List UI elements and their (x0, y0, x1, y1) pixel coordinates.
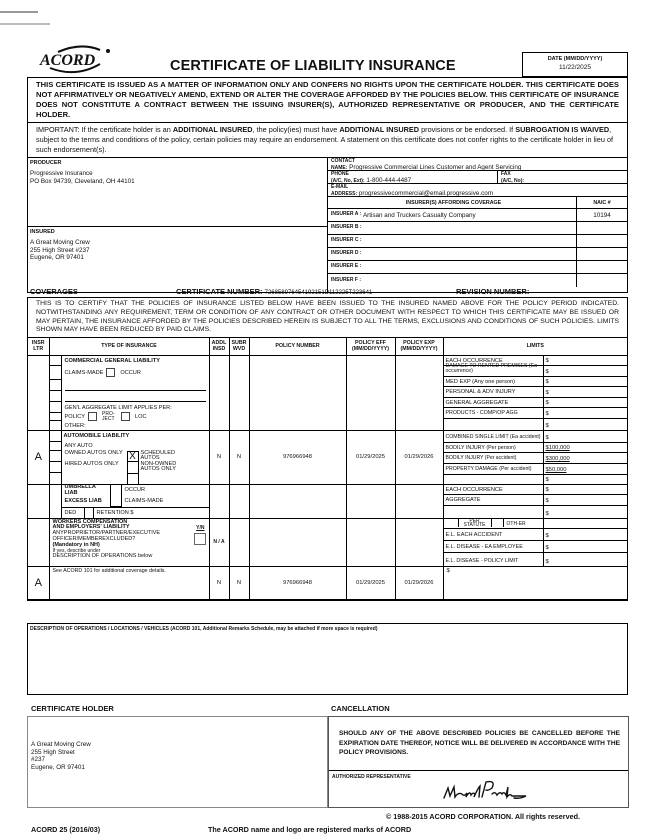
other-exp-date: 01/29/2026 (395, 566, 443, 599)
auto-addl: N (209, 430, 229, 484)
copyright-text: © 1988-2015 ACORD CORPORATION. All rights reserved. (386, 812, 580, 821)
insurer-name: Artisan and Truckers Casualty Company (362, 211, 476, 219)
occur-checkbox[interactable] (110, 485, 122, 496)
signature-image (440, 778, 530, 806)
certificate-holder-label: CERTIFICATE HOLDER (31, 704, 114, 713)
naic-header: NAIC # (593, 199, 611, 206)
oth-er-label: OTH-ER (506, 521, 526, 528)
revision-number-label: REVISION NUMBER: (456, 287, 530, 296)
phone-value: 1-800-444-4487 (366, 176, 412, 184)
workers-na: N / A (209, 518, 229, 566)
coverages-table-frame (27, 297, 628, 601)
cgl-type-cell: COMMERCIAL GENERAL LIABILITY CLAIMS-MADE OCCUR GEN'L AGGREGATE LIMIT APPLIES PER: POLICY PRO-JECT LOC OTHER: (49, 355, 209, 430)
contact-insurers-column (328, 158, 627, 292)
table-row-other (28, 566, 627, 599)
excluded-yn-checkbox[interactable] (194, 533, 206, 545)
important-text: IMPORTANT: If the certificate holder is an ADDITIONAL INSURED, the policy(ies) must have ADDITIONAL INSURED provisions or be endorsed. If SUBROGATION IS WAIVED, subject to the terms and conditions of the policy, certain policies may require an endorsement. A statement on this certificate does not confer rights to the certificate holder in lieu of such endorsement(s). (28, 123, 627, 158)
cancellation-label: CANCELLATION (331, 704, 390, 713)
insurer-row: INSURER F : (328, 274, 627, 287)
holder-line: Eugene, OR 97401 (31, 763, 85, 771)
insurer-row: INSURER E : (328, 261, 627, 274)
non-owned-autos-label: NON-OWNED AUTOS ONLY (140, 460, 177, 473)
excess-label: EXCESS LIAB (64, 498, 102, 505)
notice-text: THIS CERTIFICATE IS ISSUED AS A MATTER OF INFORMATION ONLY AND CONFERS NO RIGHTS UPON THE CERTIFICATE HOLDER. THIS CERTIFICATE DOES NOT AFFIRMATIVELY OR NEGATIVELY AMEND, EXTEND OR ALTER THE COVERAGE AFFORDED BY THE POLICIES BELOW. THIS CERTIFICATE OF INSURANCE DOES NOT CONSTITUTE A CONTRACT BETWEEN THE ISSUING INSURER(S), AUTHORIZED REPRESENTATIVE OR PRODUCER, AND THE CERTIFICATE HOLDER. (28, 78, 627, 123)
insurer-row: INSURER C : (328, 235, 627, 248)
authorized-rep-label: AUTHORIZED REPRESENTATIVE (332, 774, 411, 780)
project-checkbox[interactable] (88, 412, 97, 421)
producer-label: PRODUCER (30, 160, 62, 166)
cert-number-value: 726858976454192151D112225T223641 (264, 290, 373, 296)
any-auto-checkbox[interactable] (50, 441, 61, 451)
hired-autos-checkbox[interactable] (50, 462, 61, 473)
contact-name-field: CONTACT NAME: Progressive Commercial Lines Customer and Agent Servicing (328, 158, 627, 171)
insured-line: Eugene, OR 97401 (30, 254, 84, 261)
other-coverage-text: See ACORD 101 for additional coverage details. (49, 566, 209, 599)
holder-line: 255 High Street (31, 748, 75, 756)
phone-field: PHONE (A/C, No, Ext): 1-800-444-4487 (328, 171, 498, 183)
umbrella-label: UMBRELLA LIAB (64, 484, 96, 497)
date-label: DATE (MM/DD/YYYY) (547, 56, 603, 62)
cert-number-label: CERTIFICATE NUMBER: (176, 287, 263, 296)
fax-field: FAX (A/C, No): (501, 171, 525, 184)
umbrella-type-cell: UMBRELLA LIAB OCCUR EXCESS LIAB CLAIMS-MADE DED RETENTION $ (49, 484, 209, 518)
property-damage-value: $50,000 (545, 466, 567, 473)
any-auto-label: ANY AUTO (64, 442, 93, 449)
col-policy: POLICY NUMBER (249, 338, 346, 355)
col-eff: POLICY EFF (MM/DD/YYYY) (346, 338, 395, 355)
cgl-checkbox[interactable] (50, 356, 61, 366)
insurers-header: INSURER(S) AFFORDING COVERAGE (328, 197, 577, 208)
producer-line: Progressive Insurance (30, 170, 93, 177)
scan-line-top (0, 11, 38, 13)
auto-type-cell (49, 430, 209, 484)
cgl-title: COMMERCIAL GENERAL LIABILITY (64, 357, 161, 364)
col-limits: LIMITS (443, 338, 627, 355)
date-value: 11/22/2025 (558, 64, 592, 71)
phone-fax-row (328, 171, 627, 184)
hired-autos-label: HIRED AUTOS ONLY (64, 460, 119, 467)
cgl-limits: EACH OCCURRENCE $ DAMAGE TO RENTED PREMISES (Ea occurrence) $ MED EXP (Any one person) $ PERSONAL & ADV INJURY $ GENERAL AGGREGATE $ PRODUCTS - COMP/OP AGG $ $ (443, 355, 627, 430)
description-of-operations (27, 623, 628, 695)
claims-made-label: CLAIMS-MADE (64, 369, 104, 376)
policy-checkbox[interactable] (50, 412, 61, 421)
parties-column (28, 158, 328, 292)
occur-label: OCCUR (120, 369, 141, 376)
trademark-text: The ACORD name and logo are registered marks of ACORD (208, 825, 412, 834)
claims-made-checkbox[interactable] (50, 366, 61, 380)
table-row-auto (28, 430, 627, 484)
certificate-top-frame (27, 77, 628, 293)
insurers-header-row (328, 197, 627, 209)
col-addl: ADDL INSD (209, 338, 229, 355)
holder-line: A Great Moving Crew (31, 741, 91, 748)
other-limit: $ (443, 566, 627, 599)
scheduled-autos-checkbox[interactable]: X (127, 451, 139, 462)
producer-block (28, 158, 327, 227)
auto-insr-ltr: A (28, 430, 49, 484)
date-box (522, 52, 628, 77)
insured-block (28, 227, 327, 292)
page-title: CERTIFICATE OF LIABILITY INSURANCE (170, 58, 456, 74)
certify-text: THIS IS TO CERTIFY THAT THE POLICIES OF INSURANCE LISTED BELOW HAVE BEEN ISSUED TO THE INSURED NAMED ABOVE FOR THE POLICY PERIOD INDICATED. NOTWITHSTANDING ANY REQUIREMENT, TERM OR CONDITION OF ANY CONTRACT OR OTHER DOCUMENT WITH RESPECT TO WHICH THIS CERTIFICATE MAY BE ISSUED OR MAY PERTAIN, THE INSURANCE AFFORDED BY THE POLICIES DESCRIBED HEREIN IS SUBJECT TO ALL THE TERMS, EXCLUSIONS AND CONDITIONS OF SUCH POLICIES. LIMITS SHOWN MAY HAVE BEEN REDUCED BY PAID CLAIMS. (28, 298, 627, 338)
table-row-cgl (28, 355, 627, 430)
auto-limits: COMBINED SINGLE LIMIT (Ea accident) $ BODILY INJURY (Per person) $100,000 BODILY INJURY (Per accident) $300,000 PROPERTY DAMAGE (Per accident) $50,000 $ (443, 430, 627, 484)
col-insr-ltr: INSR LTR (28, 338, 49, 355)
acord-logo (36, 44, 116, 76)
workers-limits: PER STATUTE OTH-ER E.L. EACH ACCIDENT $ E.L. DISEASE - EA EMPLOYEE $ E.L. DISEASE - POLICY LIMIT $ (443, 518, 627, 566)
col-exp: POLICY EXP (MM/DD/YYYY) (395, 338, 443, 355)
producer-line: PO Box 94739, Cleveland, OH 44101 (30, 177, 135, 185)
insured-line: A Great Moving Crew (30, 239, 90, 246)
blank-checkbox[interactable] (50, 391, 61, 402)
blank-checkbox[interactable] (50, 380, 61, 391)
col-type: TYPE OF INSURANCE (49, 338, 209, 355)
coverages-table (28, 338, 627, 600)
other-insr-ltr: A (28, 566, 49, 599)
scheduled-autos-label: SCHEDULED AUTOS (140, 449, 176, 462)
auto-policy-number: 976966948 (249, 430, 346, 484)
scan-line-second (0, 23, 50, 25)
owned-autos-checkbox[interactable] (50, 451, 61, 462)
col-subr: SUBR WVD (229, 338, 249, 355)
other-policy-number: 976966948 (249, 566, 346, 599)
other-checkbox[interactable] (50, 421, 61, 430)
insured-line: 255 High Street #237 (30, 246, 90, 254)
logo-text: ACORD (40, 52, 96, 69)
other-label: OTHER: (64, 422, 86, 429)
bodily-injury-accident-value: $300,000 (545, 455, 570, 462)
other-subr: N (229, 566, 249, 599)
contact-name-value: Progressive Commercial Lines Customer and Agent Servicing (349, 163, 522, 171)
insurer-naic: 10194 (593, 211, 611, 219)
umbrella-limits: EACH OCCURRENCE $ AGGREGATE $ $ (443, 484, 627, 518)
insurer-row: INSURER A : Artisan and Truckers Casualty Company 10194 (328, 209, 627, 222)
auto-title: AUTOMOBILE LIABILITY (63, 432, 130, 439)
coverages-label: COVERAGES (30, 287, 78, 296)
workers-type-cell: WORKERS COMPENSATION AND EMPLOYERS' LIABILITY ANYPROPRIETOR/PARTNER/EXECUTIVE OFFICER/MEMBEREXCLUDED? (Mandatory in NH) If yes, describe under DESCRIPTION OF OPERATIONS below Y/N (49, 518, 209, 566)
cancellation-text: SHOULD ANY OF THE ABOVE DESCRIBED POLICIES BE CANCELLED BEFORE THE EXPIRATION DATE THEREOF, NOTICE WILL BE DELIVERED IN ACCORDANCE WITH THE POLICY PROVISIONS. (329, 717, 628, 771)
other-addl: N (209, 566, 229, 599)
table-header-row (28, 338, 627, 355)
auto-eff-date: 01/29/2025 (346, 430, 395, 484)
coverages-header (30, 287, 630, 297)
occur-checkbox[interactable] (106, 368, 115, 377)
description-label: DESCRIPTION OF OPERATIONS / LOCATIONS / VEHICLES (ACORD 101, Additional Remarks Schedule, may be attached if more space is required) (30, 626, 378, 632)
per-statute-label: PER STATUTE (458, 519, 492, 527)
non-owned-autos-checkbox[interactable] (127, 462, 139, 473)
owned-autos-label: OWNED AUTOS ONLY (64, 449, 123, 456)
table-row-workers (28, 518, 627, 566)
holder-line: #237 (31, 756, 46, 763)
ded-checkbox[interactable] (84, 508, 94, 518)
insurer-row: INSURER B : (328, 222, 627, 235)
form-number: ACORD 25 (2016/03) (31, 825, 101, 834)
bodily-injury-person-value: $100,000 (545, 445, 570, 452)
certificate-holder-box (27, 716, 328, 808)
auto-exp-date: 01/29/2026 (395, 430, 443, 484)
table-row-umbrella (28, 484, 627, 518)
other-eff-date: 01/29/2025 (346, 566, 395, 599)
aggregate-label: GEN'L AGGREGATE LIMIT APPLIES PER: (64, 404, 172, 411)
insurer-row: INSURER D : (328, 248, 627, 261)
claims-made-checkbox[interactable] (110, 496, 122, 507)
insured-label: INSURED (30, 229, 55, 235)
auto-subr: N (229, 430, 249, 484)
email-value: progressivecommercial@email.progressive.com (358, 189, 493, 197)
email-field: E-MAIL ADDRESS: progressivecommercial@email.progressive.com (328, 184, 627, 197)
loc-checkbox[interactable] (121, 412, 130, 421)
